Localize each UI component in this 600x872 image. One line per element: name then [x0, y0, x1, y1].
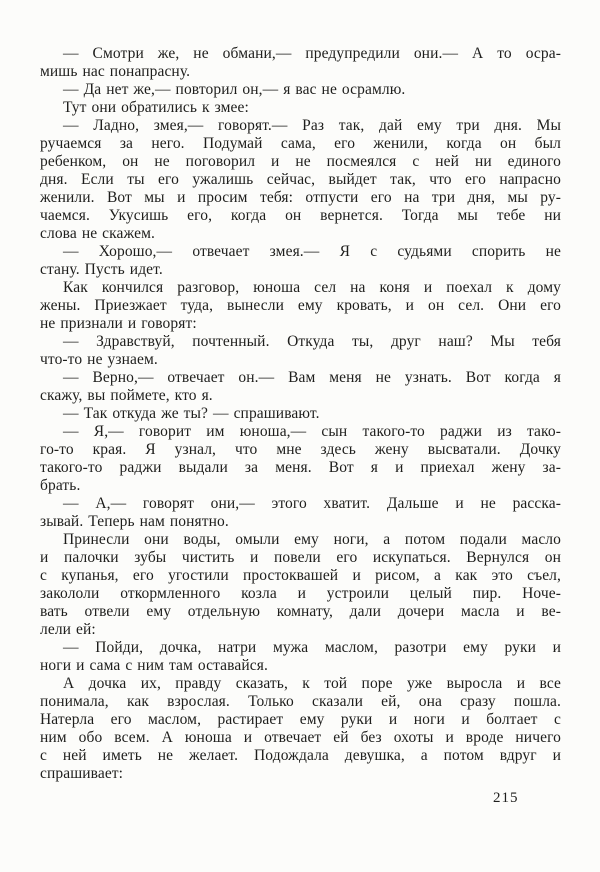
text-line: — Хорошо,— отвечает змея.— Я с судьями спорить не	[63, 243, 561, 260]
paragraph	[40, 531, 561, 639]
text-line: Тут они обратились к змее:	[63, 99, 249, 116]
text-line: чаемся. Укусишь его, когда он вернется. Тогда мы тебе ни	[40, 207, 561, 224]
text-line: слова не скажем.	[40, 225, 156, 242]
paragraph	[40, 279, 561, 333]
text-line: брать.	[40, 477, 81, 494]
text-line: — Да нет же,— повторил он,— я вас не осрамлю.	[63, 81, 406, 98]
text-line: — Здравствуй, почтенный. Откуда ты, друг наш? Мы тебя	[63, 333, 561, 350]
text-line: Принесли они воды, омыли ему ноги, а потом подали масло	[63, 531, 561, 548]
paragraph	[40, 45, 561, 81]
text-line: не признали и говорят:	[40, 315, 197, 332]
text-line: что-то не узнаем.	[40, 351, 158, 368]
text-line: такого-то раджи выдали за меня. Вот я и приехал жену за-	[40, 459, 561, 476]
text-line: ручаемся за него. Подумай сама, его женили, когда он был	[40, 135, 561, 152]
text-line: Как кончился разговор, юноша сел на коня и поехал к дому	[63, 279, 561, 296]
paragraph	[40, 495, 561, 531]
text-line: — Ладно, змея,— говорят.— Раз так, дай ему три дня. Мы	[63, 117, 561, 134]
paragraph	[40, 81, 561, 99]
text-line: жены. Приезжает туда, вынесли ему кровать, и он сел. Они его	[40, 297, 561, 314]
text-line: Натерла его маслом, растирает ему руки и ноги и болтает с	[40, 711, 561, 728]
paragraph	[40, 333, 561, 369]
text-line: мишь нас понапрасну.	[40, 63, 191, 80]
paragraph	[40, 369, 561, 405]
text-line: — А,— говорят они,— этого хватит. Дальше и не расска-	[63, 495, 561, 512]
text-line: го-то края. Я узнал, что мне здесь жену высватали. Дочку	[40, 441, 561, 458]
text-line: закололи откормленного козла и устроили целый пир. Ноче-	[40, 585, 561, 602]
text-line: — Пойди, дочка, натри мужа маслом, разотри ему руки и	[63, 639, 561, 656]
text-line: понимала, как взрослая. Только сказали ей, она сразу пошла.	[40, 693, 561, 710]
text-line: и палочки зубы чистить и повели его искупаться. Вернулся он	[40, 549, 561, 566]
paragraph	[40, 243, 561, 279]
text-line: стану. Пусть идет.	[40, 261, 163, 278]
text-line: с ней иметь не желает. Подождала девушка, а потом вдруг и	[40, 747, 561, 764]
paragraph	[40, 405, 561, 423]
text-line: А дочка их, правду сказать, к той поре уже выросла и все	[63, 675, 561, 692]
paragraph	[40, 639, 561, 675]
paragraph	[40, 675, 561, 783]
text-line: дня. Если ты его ужалишь сейчас, выйдет так, что его напрасно	[40, 171, 561, 188]
text-line: скажу, вы поймете, кто я.	[40, 387, 213, 404]
paragraph	[40, 99, 561, 117]
text-block	[40, 45, 561, 783]
text-line: — Верно,— отвечает он.— Вам меня не узнать. Вот когда я	[63, 369, 561, 386]
paragraph	[40, 423, 561, 495]
text-line: вать отвели ему отдельную комнату, дали дочери масла и ве-	[40, 603, 561, 620]
text-line: — Так откуда же ты? — спрашивают.	[63, 405, 320, 422]
page-number: 215	[493, 790, 519, 806]
text-line: ноги и сама с ним там оставайся.	[40, 657, 268, 674]
text-line: лели ей:	[40, 621, 96, 638]
text-line: зывай. Теперь нам понятно.	[40, 513, 229, 530]
text-line: спрашивает:	[40, 765, 124, 782]
text-line: — Я,— говорит им юноша,— сын такого-то раджи из тако-	[63, 423, 561, 440]
text-line: ним обо всем. А юноша и отвечает ей без охоты и вроде ничего	[40, 729, 561, 746]
text-line: с купанья, его угостили простоквашей и рисом, а как это съел,	[40, 567, 561, 584]
text-line: женили. Вот мы и просим тебя: отпусти его на три дня, мы ру-	[40, 189, 561, 206]
text-line: ребенком, он не поговорил и не посмеялся с ней ни единого	[40, 153, 561, 170]
text-line: — Смотри же, не обмани,— предупредили они.— А то осра-	[63, 45, 561, 62]
paragraph	[40, 117, 561, 243]
